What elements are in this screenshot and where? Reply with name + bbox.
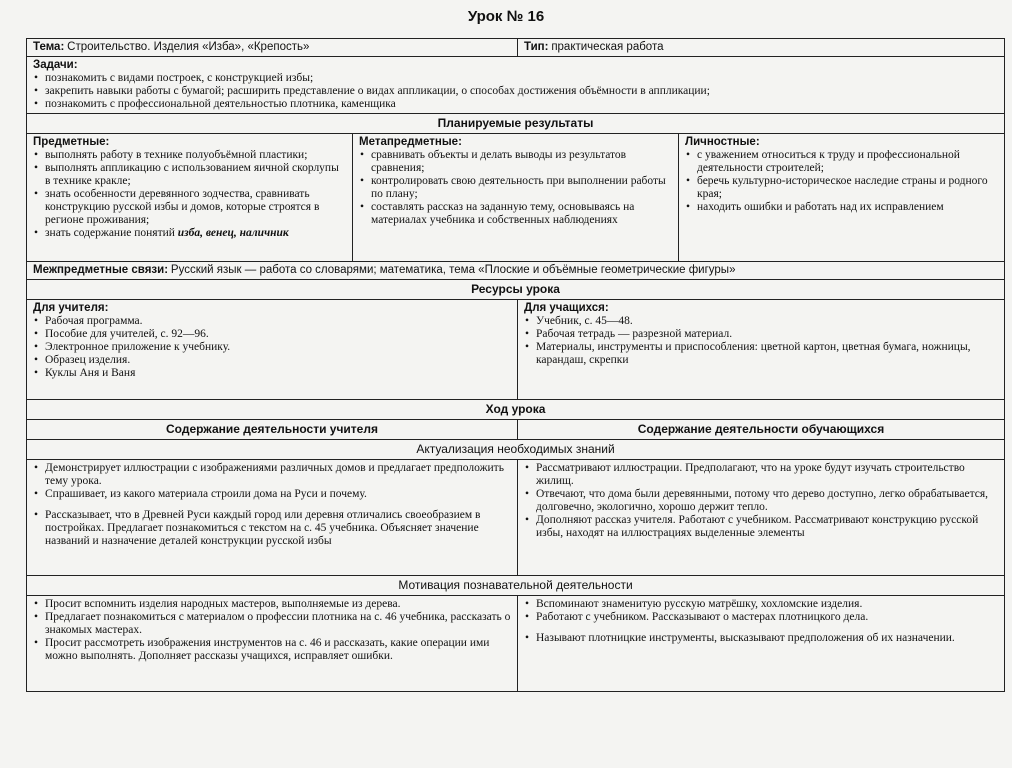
- list-item: • Работают с учебником. Рассказывают о мастерах плотницкого дела.: [536, 611, 998, 624]
- stage-header: Актуализация необходимых знаний: [27, 440, 1005, 460]
- page-title: Урок № 16: [467, 8, 545, 25]
- list-item: • Дополняют рассказ учителя. Работают с учебником. Рассматривают конструкцию русской избы, находят на иллюстрациях выделенные элементы: [536, 514, 998, 540]
- resources-header: Ресурсы урока: [27, 280, 1005, 300]
- list-item: • выполнять работу в технике полуобъёмной пластики;: [45, 149, 346, 162]
- teacher-resources-list: [33, 315, 511, 380]
- type-text: практическая работа: [551, 41, 664, 53]
- teacher-resources-label: Для учителя:: [33, 302, 109, 314]
- list-item: • Материалы, инструменты и приспособления: цветной картон, цветная бумага, ножницы, карандаш, скрепки: [536, 341, 998, 367]
- list-item: • Спрашивает, из какого материала строили дома на Руси и почему.: [45, 488, 511, 501]
- personal-results-label: Личностные:: [685, 136, 760, 148]
- stage-teacher-cell: [27, 596, 518, 692]
- stage-teacher-list: [33, 462, 511, 548]
- list-item: • составлять рассказ на заданную тему, основываясь на материалах учебника и собственных наблюдениях: [371, 201, 672, 227]
- list-item: • Рассказывает, что в Древней Руси каждый город или деревня отличались своеобразием в постройках. Предлагает познакомиться с текстом на с. 45 учебника. Объясняет значение названий и назначение деталей конструкции русской избы: [45, 509, 511, 548]
- list-item: • Просит вспомнить изделия народных мастеров, выполняемые из дерева.: [45, 598, 511, 611]
- results-header: Планируемые результаты: [27, 114, 1005, 134]
- meta-results-list: [359, 149, 672, 227]
- subject-results-cell: [27, 134, 353, 262]
- stage-student-cell: [518, 596, 1005, 692]
- student-resources-label: Для учащихся:: [524, 302, 609, 314]
- student-activity-header: Содержание деятельности обучающихся: [518, 420, 1005, 440]
- interdisciplinary-label: Межпредметные связи:: [33, 264, 169, 276]
- student-resources-list: [524, 315, 998, 367]
- lesson-flow-header: Ход урока: [27, 400, 1005, 420]
- list-item: • Куклы Аня и Ваня: [45, 367, 511, 380]
- list-item: • Учебник, с. 45—48.: [536, 315, 998, 328]
- stage-student-cell: [518, 460, 1005, 576]
- personal-results-cell: [679, 134, 1005, 262]
- list-item: • с уважением относиться к труду и профессиональной деятельности строителей;: [697, 149, 998, 175]
- stage-header: Мотивация познавательной деятельности: [27, 576, 1005, 596]
- tasks-list: [33, 72, 998, 111]
- list-item: • закрепить навыки работы с бумагой; расширить представление о видах аппликации, о способах достижения объёмности в аппликации;: [45, 85, 998, 98]
- list-item: • беречь культурно-историческое наследие страны и родного края;: [697, 175, 998, 201]
- list-item: • Демонстрирует иллюстрации с изображениями различных домов и предлагает предположить тему урока.: [45, 462, 511, 488]
- list-item: • Рассматривают иллюстрации. Предполагают, что на уроке будут изучать строительство жилищ.: [536, 462, 998, 488]
- stage-student-list: [524, 598, 998, 645]
- teacher-activity-header: Содержание деятельности учителя: [27, 420, 518, 440]
- list-item: • выполнять аппликацию с использованием яичной скорлупы в технике кракле;: [45, 162, 346, 188]
- list-item: • сравнивать объекты и делать выводы из результатов сравнения;: [371, 149, 672, 175]
- topic-text: Строительство. Изделия «Изба», «Крепость»: [67, 41, 310, 53]
- topic-label: Тема:: [33, 41, 65, 53]
- list-item: • Пособие для учителей, с. 92—96.: [45, 328, 511, 341]
- list-item: • Вспоминают знаменитую русскую матрёшку, хохломские изделия.: [536, 598, 998, 611]
- list-item: • Электронное приложение к учебнику.: [45, 341, 511, 354]
- list-item: • Просит рассмотреть изображения инструментов на с. 46 и рассказать, какие операции ими можно выполнять. Дополняет рассказы учащихся, исправляет ошибки.: [45, 637, 511, 663]
- list-item: • Рабочая программа.: [45, 315, 511, 328]
- key-terms: изба, венец, наличник: [177, 227, 289, 239]
- stage-teacher-cell: [27, 460, 518, 576]
- stage-teacher-list: [33, 598, 511, 663]
- subject-results-label: Предметные:: [33, 136, 110, 148]
- type-label: Тип:: [524, 41, 549, 53]
- topic-cell: [27, 39, 518, 57]
- list-item: • Называют плотницкие инструменты, высказывают предположения об их назначении.: [536, 632, 998, 645]
- list-item: • познакомить с профессиональной деятельностью плотника, каменщика: [45, 98, 998, 111]
- personal-results-list: [685, 149, 998, 214]
- list-item: • Образец изделия.: [45, 354, 511, 367]
- teacher-resources-cell: [27, 300, 518, 400]
- lesson-plan-table: [26, 38, 1005, 692]
- type-cell: [518, 39, 1005, 57]
- tasks-cell: [27, 57, 1005, 114]
- list-item: • Отвечают, что дома были деревянными, потому что дерево доступно, легко обрабатывается, долговечно, экологично, хорошо держит тепло.: [536, 488, 998, 514]
- list-item-text: знать содержание понятий: [45, 227, 175, 239]
- list-item: • находить ошибки и работать над их исправлением: [697, 201, 998, 214]
- stage-student-list: [524, 462, 998, 540]
- list-item: • Рабочая тетрадь — разрезной материал.: [536, 328, 998, 341]
- meta-results-label: Метапредметные:: [359, 136, 462, 148]
- list-item: • контролировать свою деятельность при выполнении работы по плану;: [371, 175, 672, 201]
- list-item: • Предлагает познакомиться с материалом о профессии плотника на с. 46 учебника, рассказать о знакомых мастерах.: [45, 611, 511, 637]
- student-resources-cell: [518, 300, 1005, 400]
- list-item: • знать особенности деревянного зодчества, сравнивать конструкцию русской избы и домов, которые строятся в регионе проживания;: [45, 188, 346, 227]
- tasks-label: Задачи:: [33, 59, 78, 71]
- interdisciplinary-cell: [27, 262, 1005, 280]
- list-item: • познакомить с видами построек, с конструкцией избы;: [45, 72, 998, 85]
- list-item: [45, 227, 346, 240]
- subject-results-list: [33, 149, 346, 240]
- meta-results-cell: [353, 134, 679, 262]
- interdisciplinary-text: Русский язык — работа со словарями; математика, тема «Плоские и объёмные геометрические фигуры»: [170, 264, 736, 276]
